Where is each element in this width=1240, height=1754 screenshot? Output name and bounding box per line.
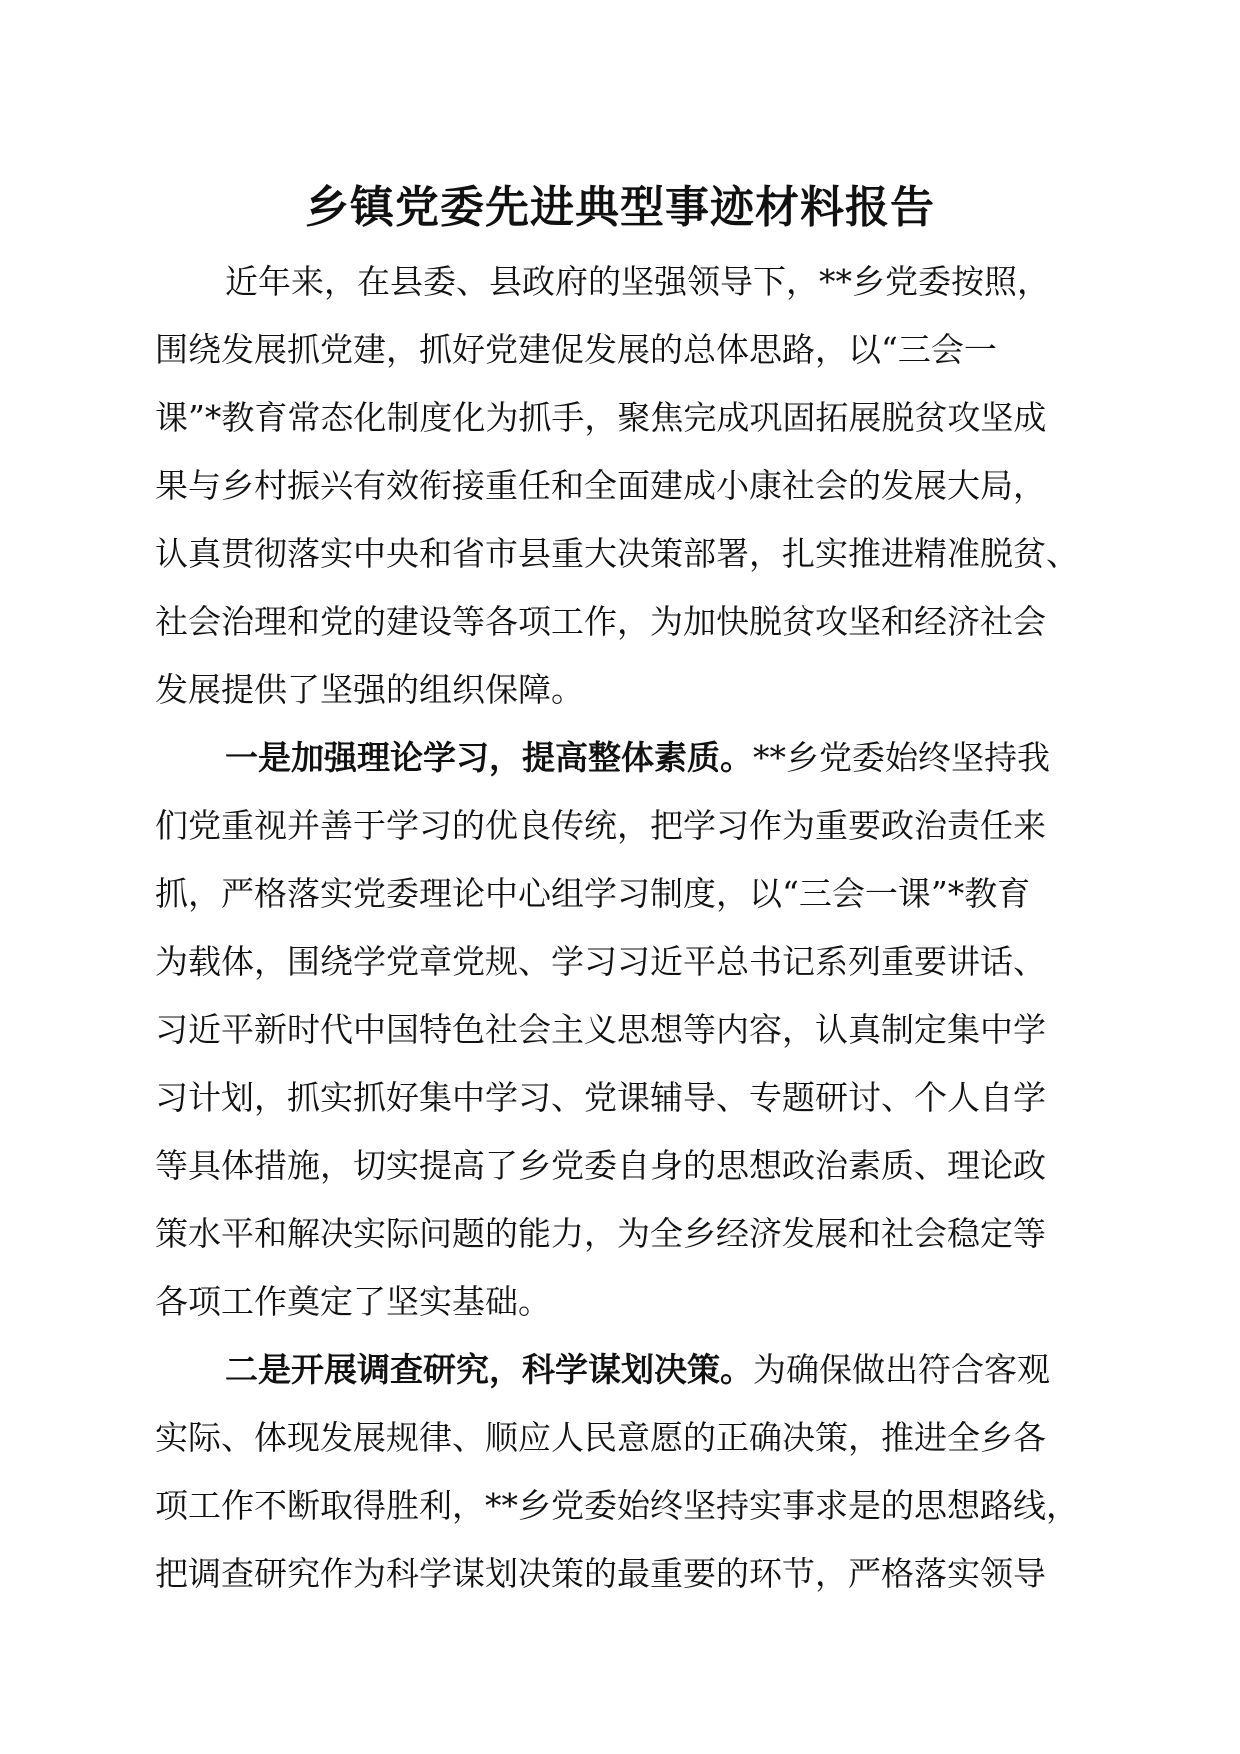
paragraph-line: 实际、体现发展规律、顺应人民意愿的正确决策，推进全乡各: [155, 1418, 1046, 1457]
paragraph-line: 认真贯彻落实中央和省市县重大决策部署，扎实推进精准脱贫、: [155, 534, 1079, 573]
section-2-first-line-text: 为确保做出符合客观: [753, 1350, 1050, 1389]
document-title: 乡镇党委先进典型事迹材料报告: [305, 182, 935, 233]
paragraph-line: 策水平和解决实际问题的能力，为全乡经济发展和社会稳定等: [155, 1214, 1046, 1253]
document-body: [155, 248, 1085, 1608]
section-1-heading: 一是加强理论学习，提高整体素质。: [225, 738, 753, 777]
paragraph-line: 发展提供了坚强的组织保障。: [155, 670, 584, 709]
paragraph-line: 社会治理和党的建设等各项工作，为加快脱贫攻坚和经济社会: [155, 602, 1046, 641]
paragraph-line: 课”*教育常态化制度化为抓手，聚焦完成巩固拓展脱贫攻坚成: [155, 398, 1047, 437]
section-1-paragraph: [155, 724, 1085, 1336]
paragraph-line: 抓，严格落实党委理论中心组学习制度，以“三会一课”*教育: [155, 874, 1031, 913]
paragraph-line: 习近平新时代中国特色社会主义思想等内容，认真制定集中学: [155, 1010, 1046, 1049]
paragraph-line: 各项工作奠定了坚实基础。: [155, 1282, 551, 1321]
section-2-paragraph: [155, 1336, 1085, 1608]
section-2-heading: 二是开展调查研究，科学谋划决策。: [225, 1350, 753, 1389]
paragraph-line: 围绕发展抓党建，抓好党建促发展的总体思路，以“三会一: [155, 330, 997, 369]
paragraph-line: 为载体，围绕学党章党规、学习习近平总书记系列重要讲话、: [155, 942, 1046, 981]
paragraph-line: 们党重视并善于学习的优良传统，把学习作为重要政治责任来: [155, 806, 1046, 845]
paragraph-line: [155, 724, 1085, 792]
paragraph-line: 项工作不断取得胜利，**乡党委始终坚持实事求是的思想路线，: [155, 1486, 1079, 1525]
paragraph-line: 等具体措施，切实提高了乡党委自身的思想政治素质、理论政: [155, 1146, 1046, 1185]
paragraph-line: 近年来，在县委、县政府的坚强领导下，**乡党委按照，: [225, 262, 1050, 301]
paragraph-line: 把调查研究作为科学谋划决策的最重要的环节，严格落实领导: [155, 1554, 1046, 1593]
paragraph-line: 果与乡村振兴有效衔接重任和全面建成小康社会的发展大局，: [155, 466, 1046, 505]
intro-paragraph: [155, 248, 1085, 724]
paragraph-line: [155, 1336, 1085, 1404]
paragraph-line: 习计划，抓实抓好集中学习、党课辅导、专题研讨、个人自学: [155, 1078, 1046, 1117]
section-1-first-line-text: **乡党委始终坚持我: [753, 738, 1050, 777]
